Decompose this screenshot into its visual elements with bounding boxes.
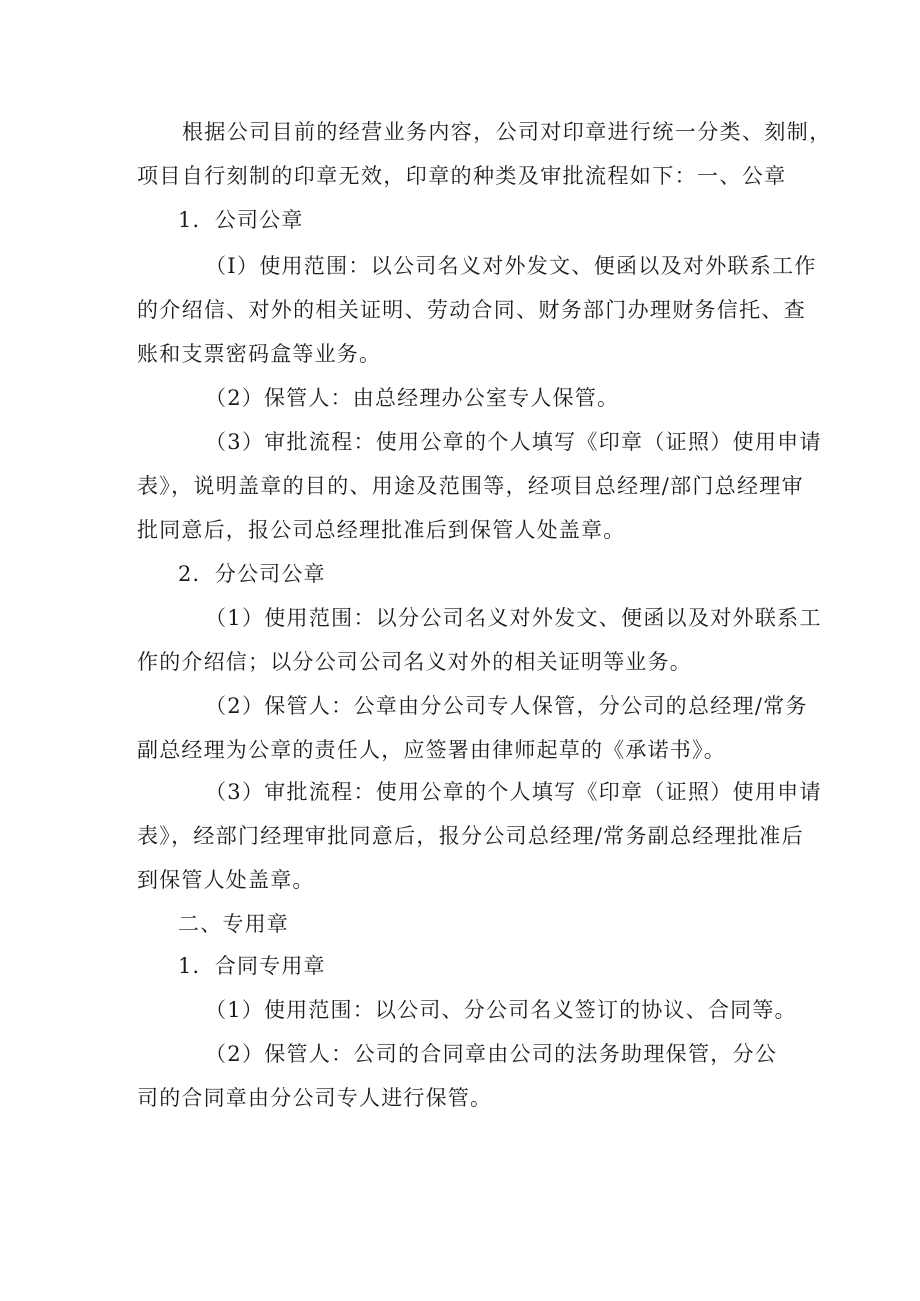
paragraph-intro-line-1: 根据公司目前的经营业务内容，公司对印章进行统一分类、刻制，	[182, 120, 832, 144]
custodian-contract-seal-line-1: （2）保管人：公司的合同章由公司的法务助理保管，分公	[205, 1042, 778, 1066]
approval-branch-seal-line-3: 到保管人处盖章。	[137, 868, 315, 892]
approval-company-seal-line-2: 表》，说明盖章的目的、用途及范围等，经项目总经理/部门总经理审	[137, 474, 804, 498]
scope-company-seal-line-1: （I）使用范围：以公司名义对外发文、便函以及对外联系工作	[205, 254, 817, 278]
scope-branch-seal-line-1: （1）使用范围：以分公司名义对外发文、便函以及对外联系工	[205, 606, 822, 630]
heading-branch-seal: 2．分公司公章	[178, 562, 326, 586]
approval-branch-seal-line-1: （3）审批流程：使用公章的个人填写《印章（证照）使用申请	[205, 780, 822, 804]
heading-special-seal: 二、专用章	[178, 912, 289, 936]
custodian-company-seal: （2）保管人：由总经理办公室专人保管。	[205, 386, 620, 410]
heading-contract-seal: 1．合同专用章	[178, 954, 326, 978]
scope-contract-seal: （1）使用范围：以公司、分公司名义签订的协议、合同等。	[205, 998, 797, 1022]
approval-company-seal-line-3: 批同意后，报公司总经理批准后到保管人处盖章。	[137, 518, 626, 542]
heading-company-seal: 1．公司公章	[178, 208, 304, 232]
scope-branch-seal-line-2: 作的介绍信；以分公司公司名义对外的相关证明等业务。	[137, 650, 692, 674]
custodian-branch-seal-line-1: （2）保管人：公章由分公司专人保管，分公司的总经理/常务	[205, 694, 808, 718]
scope-company-seal-line-2: 的介绍信、对外的相关证明、劳动合同、财务部门办理财务信托、查	[137, 298, 806, 322]
scope-company-seal-line-3: 账和支票密码盒等业务。	[137, 342, 382, 366]
approval-branch-seal-line-2: 表》，经部门经理审批同意后，报分公司总经理/常务副总经理批准后	[137, 824, 804, 848]
paragraph-intro-line-2: 项目自行刻制的印章无效，印章的种类及审批流程如下：一、公章	[137, 164, 787, 188]
approval-company-seal-line-1: （3）审批流程：使用公章的个人填写《印章（证照）使用申请	[205, 430, 822, 454]
custodian-contract-seal-line-2: 司的合同章由分公司专人进行保管。	[137, 1086, 493, 1110]
custodian-branch-seal-line-2: 副总经理为公章的责任人，应签署由律师起草的《承诺书》。	[137, 738, 726, 762]
